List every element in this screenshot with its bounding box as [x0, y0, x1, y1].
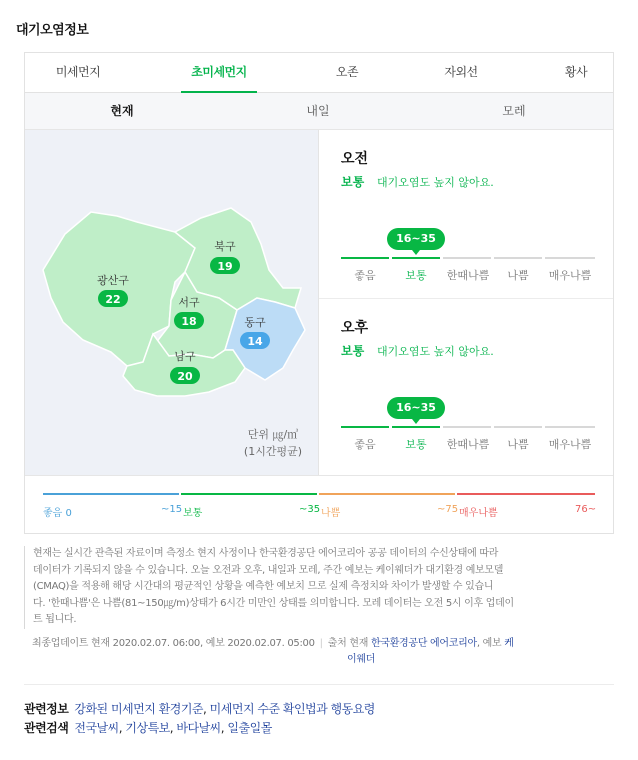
related-search-link[interactable]: 일출일몰	[227, 721, 272, 735]
air-quality-card	[24, 52, 614, 534]
legend-label-good: 좋음 0	[43, 508, 72, 519]
level-legend	[25, 475, 613, 533]
legend-label-bad: 나쁨	[321, 508, 341, 519]
tab-uv[interactable]: 자외선	[444, 65, 478, 79]
tab-ozone[interactable]: 오존	[335, 65, 359, 79]
related-info: 관련정보 강화된 미세먼지 환경기준, 미세먼지 수준 확인법과 행동요령	[24, 702, 375, 716]
unit-label: 단위 ㎍/㎥	[247, 428, 299, 441]
scale-label: 보통	[405, 269, 427, 282]
source-airkorea-link[interactable]: 한국환경공단 에어코리아	[370, 638, 477, 649]
legend-range-normal: ~35	[299, 504, 321, 515]
scale-label: 좋음	[354, 438, 376, 451]
tab-ultrafine-dust[interactable]: 초미세먼지	[181, 53, 257, 93]
tab-day-after[interactable]: 모레	[502, 104, 526, 118]
legend-range-very-bad: 76~	[575, 504, 597, 515]
notice-line: 다. '한때나쁨'은 나쁨(81~150㎍/m)상태가 6시간 미만인 상태를 의미합니다. 모레 데이터는 오전 5시 이후 업데이	[33, 597, 514, 609]
notice-line: 트 됩니다.	[33, 614, 77, 625]
related-info-label: 관련정보	[24, 702, 69, 716]
district-value-gwangsan: 22	[105, 293, 121, 306]
forecast-am-title: 오전	[341, 151, 369, 167]
forecast-pm-range: 16~35	[387, 397, 445, 419]
scale-segment	[341, 426, 389, 428]
related-info-link[interactable]: 미세먼지 수준 확인법과 행동요령	[209, 702, 375, 716]
district-name-gwangsan: 광산구	[97, 274, 129, 287]
forecast-pm	[319, 299, 613, 475]
related-search-link[interactable]: 바다날씨	[176, 721, 221, 735]
scale-label: 매우나쁨	[548, 438, 592, 451]
forecast-am-desc: 대기오염도 높지 않아요.	[377, 176, 494, 189]
related-search-label: 관련검색	[24, 721, 69, 735]
notice-line: (CMAQ)을 적용해 해당 시간대의 평균적인 상황을 예측한 예보치 므로 실제 측정치와 차이가 발생할 수 있습니	[33, 581, 494, 592]
legend-range-good: ~15	[161, 504, 183, 515]
scale-segment	[341, 257, 389, 259]
related-info-link[interactable]: 강화된 미세먼지 환경기준	[74, 702, 204, 716]
legend-bar-very-bad	[457, 493, 595, 495]
forecast-am	[319, 130, 613, 299]
notice-line: 데이터가 기록되지 않을 수 있습니다. 오늘 오전과 오후, 내일과 모레, 주간 예보는 케이웨더가 대기환경 예보모델	[33, 564, 504, 576]
district-map	[25, 130, 319, 475]
unit-average: (1시간평균)	[243, 445, 302, 458]
data-notice	[24, 546, 590, 629]
forecast-panel	[319, 130, 613, 475]
scale-segment	[392, 257, 440, 259]
source-kweather-link-b[interactable]: 이웨더	[347, 654, 376, 665]
scale-segment	[494, 257, 542, 259]
legend-bar-bad	[319, 493, 455, 495]
district-value-dong: 14	[247, 335, 263, 348]
scale-segment	[443, 426, 491, 428]
source-prefix: 출처 현재	[327, 638, 369, 649]
update-info: 최종업데이트 현재 2020.02.07. 06:00, 예보 2020.02.07. 05:00 | 출처 현재 한국환경공단 에어코리아, 예보 케 이웨더	[32, 638, 514, 665]
source-kweather-link-a[interactable]: 케	[504, 638, 514, 649]
legend-label-normal: 보통	[183, 508, 203, 519]
scale-segment	[494, 426, 542, 428]
scale-segment	[443, 257, 491, 259]
forecast-am-range: 16~35	[387, 228, 445, 250]
legend-label-very-bad: 매우나쁨	[459, 508, 498, 519]
district-value-nam: 20	[177, 370, 193, 383]
scale-label: 보통	[405, 438, 427, 451]
last-update: 최종업데이트 현재 2020.02.07. 06:00, 예보 2020.02.07. 05:00	[32, 638, 315, 649]
forecast-pm-title: 오후	[341, 320, 369, 336]
tab-tomorrow[interactable]: 내일	[306, 104, 330, 118]
pollutant-tabs	[25, 53, 613, 93]
unit-caption	[244, 426, 302, 460]
district-value-seo: 18	[181, 315, 197, 328]
tab-yellow-dust[interactable]: 황사	[564, 65, 588, 79]
scale-label: 나쁨	[507, 269, 529, 282]
day-tabs	[25, 93, 613, 130]
divider	[24, 684, 614, 685]
notice-line: 현재는 실시간 관측된 자료이며 측정소 현지 사정이나 한국환경공단 에어코리아 공공 데이터의 수신상태에 따라	[33, 548, 499, 559]
forecast-pm-status: 보통	[341, 344, 365, 358]
related-search: 관련검색 전국날씨, 기상특보, 바다날씨, 일출일몰	[24, 721, 272, 735]
tab-now[interactable]: 현재	[110, 104, 134, 118]
district-name-nam: 남구	[174, 350, 196, 363]
legend-bar-normal	[181, 493, 317, 495]
scale-label: 한때나쁨	[446, 438, 490, 451]
forecast-am-status: 보통	[341, 175, 365, 189]
scale-segment	[545, 426, 595, 428]
district-name-seo-label: 서구	[178, 296, 200, 309]
related-search-link[interactable]: 기상특보	[125, 721, 170, 735]
scale-label: 나쁨	[507, 438, 529, 451]
district-name-dong: 동구	[244, 316, 266, 329]
forecast-pm-desc: 대기오염도 높지 않아요.	[377, 345, 494, 358]
related-search-link[interactable]: 전국날씨	[74, 721, 119, 735]
source-mid: , 예보	[476, 638, 502, 649]
district-value-buk: 19	[217, 260, 233, 273]
legend-bar-good	[43, 493, 179, 495]
scale-segment	[545, 257, 595, 259]
page-title: 대기오염정보	[16, 23, 89, 38]
legend-range-bad: ~75	[437, 504, 459, 515]
scale-segment	[392, 426, 440, 428]
district-name-buk: 북구	[214, 240, 236, 253]
scale-label: 매우나쁨	[548, 269, 592, 282]
tab-fine-dust[interactable]: 미세먼지	[55, 65, 101, 79]
scale-label: 좋음	[354, 269, 376, 282]
scale-label: 한때나쁨	[446, 269, 490, 282]
